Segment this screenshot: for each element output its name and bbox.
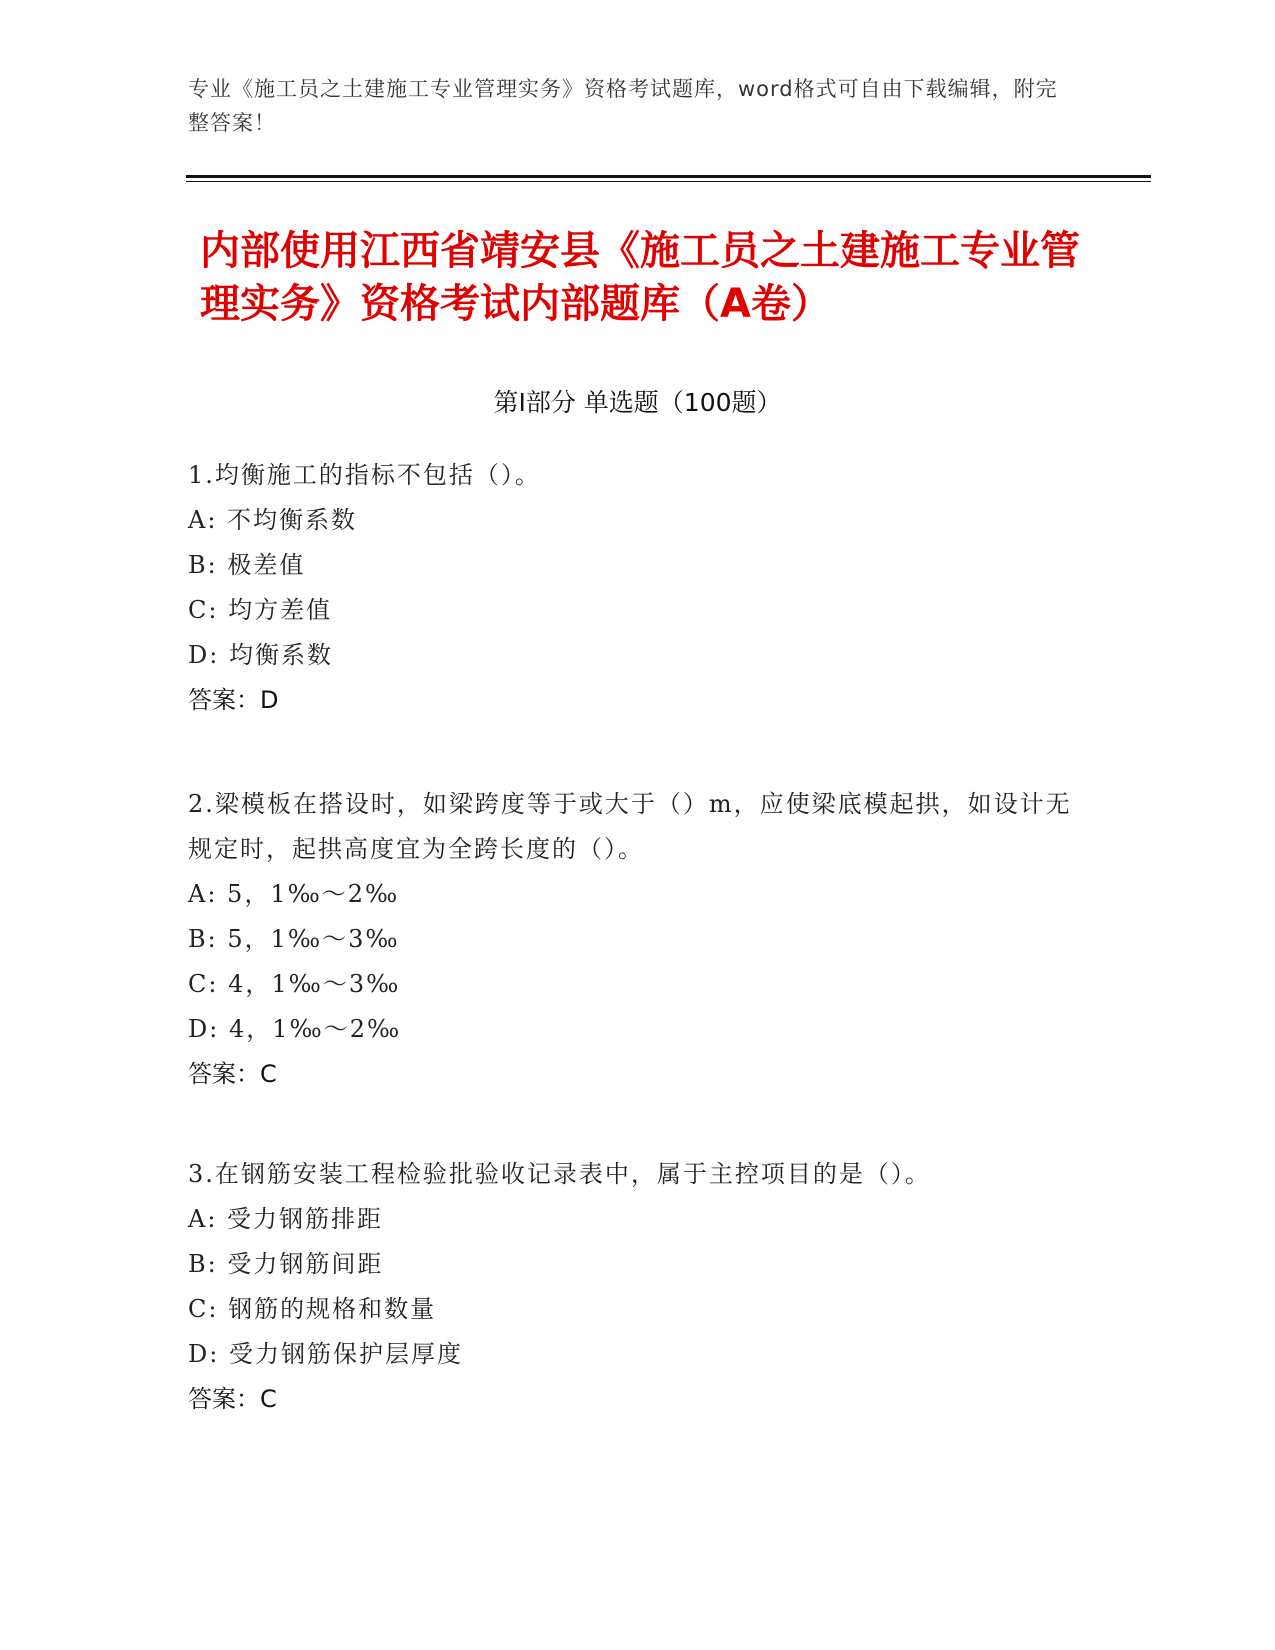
question-3 [188,1152,1088,1422]
option-d: D: 受力钢筋保护层厚度 [188,1340,463,1368]
question-1 [188,453,1088,723]
answer-text: 答案：C [188,1060,277,1088]
header-divider-thin [186,181,1151,182]
answer-text: 答案：C [188,1385,277,1413]
option-d: D: 均衡系数 [188,641,333,669]
question-text: 2.梁模板在搭设时，如梁跨度等于或大于（）m，应使梁底模起拱，如设计无规定时，起拱高度宜为全跨长度的（）。 [188,790,1072,863]
option-c: C: 钢筋的规格和数量 [188,1295,437,1323]
answer-text: 答案：D [188,686,279,714]
option-a: A: 受力钢筋排距 [188,1205,384,1233]
option-a: A: 5，1‰～2‰ [188,880,400,908]
option-d: D: 4，1‰～2‰ [188,1015,402,1043]
header-note: 专业《施工员之土建施工专业管理实务》资格考试题库，word格式可自由下载编辑，附完整答案！ [188,77,1058,135]
question-text: 3.在钢筋安装工程检验批验收记录表中，属于主控项目的是（）。 [188,1160,931,1188]
option-b: B: 极差值 [188,551,306,579]
header-divider-thick [186,175,1151,178]
option-a: A: 不均衡系数 [188,506,358,534]
section-title: 第Ⅰ部分 单选题（100题） [493,388,782,417]
question-2 [188,782,1088,1097]
document-title: 内部使用江西省靖安县《施工员之土建施工专业管理实务》资格考试内部题库（A卷） [200,228,1080,327]
option-b: B: 受力钢筋间距 [188,1250,384,1278]
option-c: C: 均方差值 [188,596,333,624]
option-b: B: 5，1‰～3‰ [188,925,400,953]
question-text: 1.均衡施工的指标不包括（）。 [188,461,541,489]
option-c: C: 4，1‰～3‰ [188,970,401,998]
